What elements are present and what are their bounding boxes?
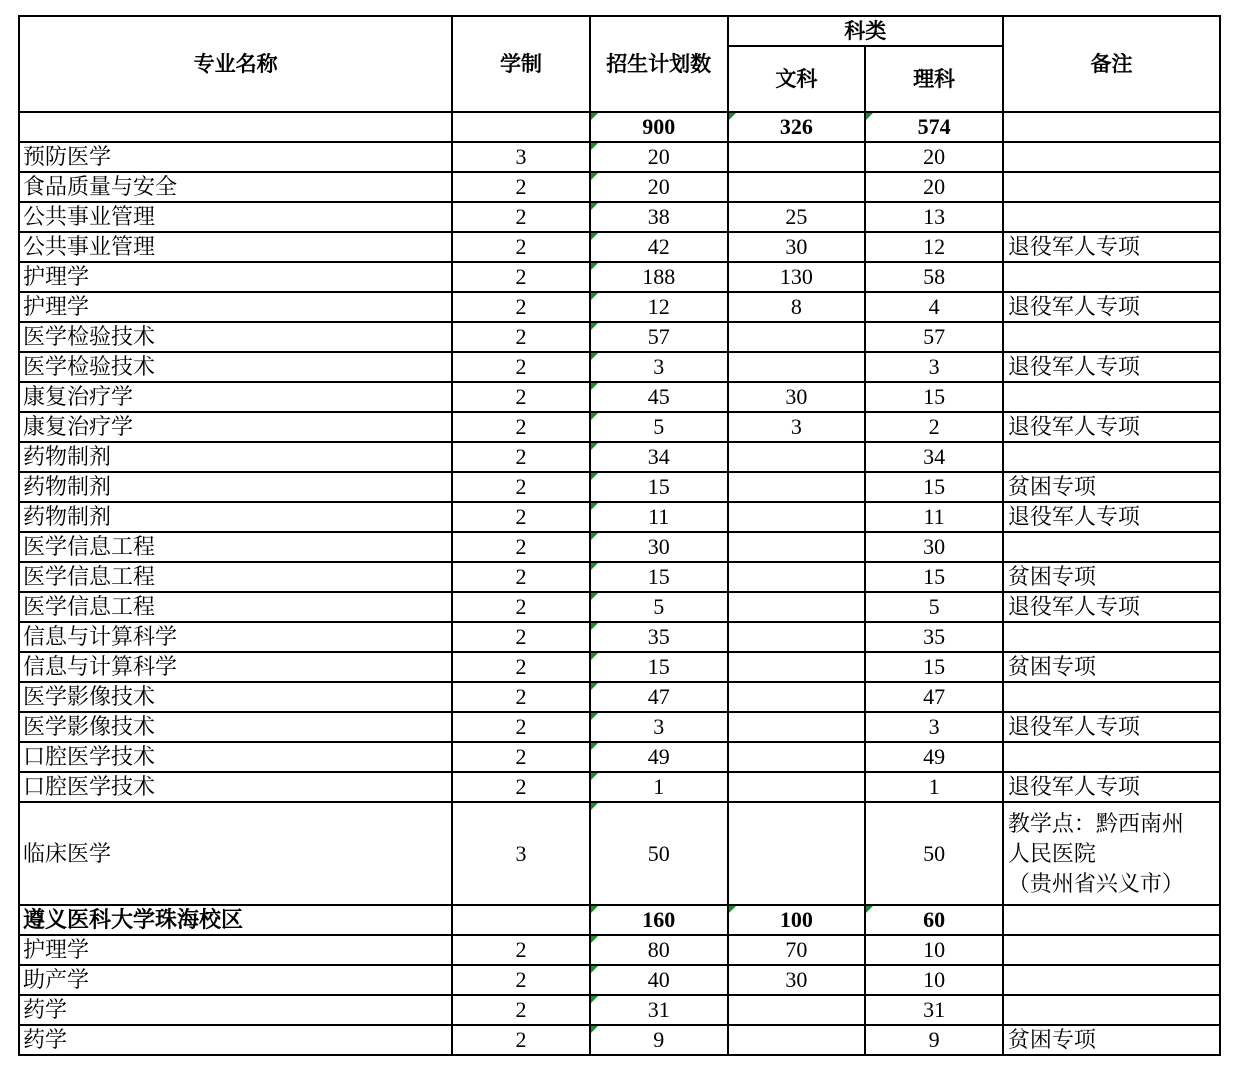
note-cell xyxy=(1003,995,1220,1025)
plan-cell: 188 xyxy=(590,262,728,292)
table-row xyxy=(19,412,1220,442)
header-major-name: 专业名称 xyxy=(19,16,452,112)
science-cell: 15 xyxy=(865,652,1003,682)
note-cell: 退役军人专项 xyxy=(1003,502,1220,532)
science-cell: 57 xyxy=(865,322,1003,352)
header-science: 理科 xyxy=(865,46,1003,112)
major-name-cell: 医学影像技术 xyxy=(19,712,452,742)
summary-arts: 326 xyxy=(728,112,866,142)
science-cell: 15 xyxy=(865,382,1003,412)
note-cell: 退役军人专项 xyxy=(1003,412,1220,442)
arts-cell xyxy=(728,652,866,682)
note-cell: 退役军人专项 xyxy=(1003,292,1220,322)
science-cell: 10 xyxy=(865,965,1003,995)
years-cell: 2 xyxy=(452,502,590,532)
years-cell: 2 xyxy=(452,682,590,712)
note-cell: 退役军人专项 xyxy=(1003,352,1220,382)
years-cell: 2 xyxy=(452,202,590,232)
arts-cell xyxy=(728,532,866,562)
major-name-cell: 药学 xyxy=(19,1025,452,1055)
plan-cell: 30 xyxy=(590,532,728,562)
plan-cell: 12 xyxy=(590,292,728,322)
years-cell: 2 xyxy=(452,652,590,682)
plan-cell: 15 xyxy=(590,562,728,592)
note-cell xyxy=(1003,622,1220,652)
major-name-cell: 临床医学 xyxy=(19,802,452,905)
note-cell: 贫困专项 xyxy=(1003,1025,1220,1055)
note-cell: 退役军人专项 xyxy=(1003,712,1220,742)
arts-cell xyxy=(728,772,866,802)
major-name-cell: 医学检验技术 xyxy=(19,322,452,352)
major-name-cell: 药物制剂 xyxy=(19,502,452,532)
major-name-cell: 康复治疗学 xyxy=(19,412,452,442)
table-row xyxy=(19,995,1220,1025)
years-cell: 2 xyxy=(452,622,590,652)
science-cell: 20 xyxy=(865,142,1003,172)
campus-summary-row xyxy=(19,905,1220,935)
arts-cell xyxy=(728,802,866,905)
summary-row xyxy=(19,112,1220,142)
years-cell: 2 xyxy=(452,1025,590,1055)
science-cell: 3 xyxy=(865,352,1003,382)
years-cell: 2 xyxy=(452,172,590,202)
science-cell: 5 xyxy=(865,592,1003,622)
plan-cell: 15 xyxy=(590,652,728,682)
campus-name: 遵义医科大学珠海校区 xyxy=(19,905,452,935)
major-name-cell: 信息与计算科学 xyxy=(19,622,452,652)
science-cell: 49 xyxy=(865,742,1003,772)
years-cell: 2 xyxy=(452,412,590,442)
years-cell: 3 xyxy=(452,802,590,905)
years-cell: 2 xyxy=(452,472,590,502)
note-cell xyxy=(1003,322,1220,352)
major-name-cell: 康复治疗学 xyxy=(19,382,452,412)
note-cell xyxy=(1003,382,1220,412)
summary-years xyxy=(452,112,590,142)
header-note: 备注 xyxy=(1003,16,1220,112)
major-name-cell: 口腔医学技术 xyxy=(19,772,452,802)
years-cell: 2 xyxy=(452,965,590,995)
note-cell: 退役军人专项 xyxy=(1003,592,1220,622)
table-row xyxy=(19,742,1220,772)
years-cell: 2 xyxy=(452,592,590,622)
plan-cell: 80 xyxy=(590,935,728,965)
table-row xyxy=(19,502,1220,532)
plan-cell: 45 xyxy=(590,382,728,412)
table-row xyxy=(19,935,1220,965)
science-cell: 58 xyxy=(865,262,1003,292)
plan-cell: 38 xyxy=(590,202,728,232)
note-cell xyxy=(1003,802,1220,905)
science-cell: 15 xyxy=(865,562,1003,592)
table-row xyxy=(19,352,1220,382)
enrollment-plan-table xyxy=(18,15,1221,1056)
major-name-cell: 医学影像技术 xyxy=(19,682,452,712)
table-row xyxy=(19,682,1220,712)
enrollment-table-wrapper xyxy=(18,15,1221,1056)
note-cell: 贫困专项 xyxy=(1003,652,1220,682)
table-row xyxy=(19,772,1220,802)
header-years: 学制 xyxy=(452,16,590,112)
arts-cell xyxy=(728,995,866,1025)
plan-cell: 40 xyxy=(590,965,728,995)
plan-cell: 20 xyxy=(590,142,728,172)
major-name-cell: 医学信息工程 xyxy=(19,592,452,622)
years-cell: 2 xyxy=(452,352,590,382)
arts-cell: 25 xyxy=(728,202,866,232)
table-row xyxy=(19,322,1220,352)
table-row xyxy=(19,532,1220,562)
table-row xyxy=(19,652,1220,682)
arts-cell: 30 xyxy=(728,232,866,262)
science-cell: 47 xyxy=(865,682,1003,712)
plan-cell: 5 xyxy=(590,412,728,442)
science-cell: 35 xyxy=(865,622,1003,652)
arts-cell xyxy=(728,712,866,742)
header-arts: 文科 xyxy=(728,46,866,112)
note-line: 教学点：黔西南州 xyxy=(1007,810,1184,836)
years-cell: 2 xyxy=(452,562,590,592)
plan-cell: 47 xyxy=(590,682,728,712)
table-row xyxy=(19,562,1220,592)
arts-cell: 30 xyxy=(728,965,866,995)
science-cell: 30 xyxy=(865,532,1003,562)
major-name-cell: 公共事业管理 xyxy=(19,232,452,262)
arts-cell xyxy=(728,562,866,592)
plan-cell: 34 xyxy=(590,442,728,472)
note-cell xyxy=(1003,532,1220,562)
science-cell: 50 xyxy=(865,802,1003,905)
arts-cell xyxy=(728,322,866,352)
years-cell: 2 xyxy=(452,442,590,472)
table-row xyxy=(19,382,1220,412)
science-cell: 10 xyxy=(865,935,1003,965)
arts-cell xyxy=(728,742,866,772)
plan-cell: 35 xyxy=(590,622,728,652)
note-cell: 贫困专项 xyxy=(1003,472,1220,502)
summary-science: 574 xyxy=(865,112,1003,142)
note-cell xyxy=(1003,202,1220,232)
years-cell: 2 xyxy=(452,995,590,1025)
major-name-cell: 护理学 xyxy=(19,935,452,965)
plan-cell: 15 xyxy=(590,472,728,502)
plan-cell: 57 xyxy=(590,322,728,352)
campus-science: 60 xyxy=(865,905,1003,935)
note-cell xyxy=(1003,935,1220,965)
table-row xyxy=(19,172,1220,202)
arts-cell xyxy=(728,472,866,502)
major-name-cell: 护理学 xyxy=(19,262,452,292)
campus-note xyxy=(1003,905,1220,935)
years-cell: 2 xyxy=(452,772,590,802)
campus-years xyxy=(452,905,590,935)
note-cell: 退役军人专项 xyxy=(1003,772,1220,802)
campus-arts: 100 xyxy=(728,905,866,935)
arts-cell: 3 xyxy=(728,412,866,442)
years-cell: 2 xyxy=(452,532,590,562)
years-cell: 2 xyxy=(452,322,590,352)
science-cell: 13 xyxy=(865,202,1003,232)
arts-cell: 130 xyxy=(728,262,866,292)
table-row-clinical xyxy=(19,802,1220,905)
science-cell: 31 xyxy=(865,995,1003,1025)
years-cell: 2 xyxy=(452,292,590,322)
science-cell: 15 xyxy=(865,472,1003,502)
header-plan: 招生计划数 xyxy=(590,16,728,112)
arts-cell xyxy=(728,592,866,622)
arts-cell xyxy=(728,352,866,382)
major-name-cell: 药物制剂 xyxy=(19,472,452,502)
arts-cell: 8 xyxy=(728,292,866,322)
major-name-cell: 食品质量与安全 xyxy=(19,172,452,202)
plan-cell: 49 xyxy=(590,742,728,772)
science-cell: 3 xyxy=(865,712,1003,742)
plan-cell: 5 xyxy=(590,592,728,622)
major-name-cell: 公共事业管理 xyxy=(19,202,452,232)
major-name-cell: 预防医学 xyxy=(19,142,452,172)
summary-note xyxy=(1003,112,1220,142)
plan-cell: 1 xyxy=(590,772,728,802)
note-cell xyxy=(1003,262,1220,292)
note-cell xyxy=(1003,965,1220,995)
years-cell: 2 xyxy=(452,262,590,292)
table-row xyxy=(19,232,1220,262)
plan-cell: 42 xyxy=(590,232,728,262)
note-cell xyxy=(1003,142,1220,172)
years-cell: 2 xyxy=(452,382,590,412)
arts-cell xyxy=(728,442,866,472)
note-cell: 贫困专项 xyxy=(1003,562,1220,592)
table-row xyxy=(19,442,1220,472)
plan-cell: 3 xyxy=(590,352,728,382)
arts-cell xyxy=(728,622,866,652)
table-row xyxy=(19,622,1220,652)
plan-cell: 31 xyxy=(590,995,728,1025)
major-name-cell: 助产学 xyxy=(19,965,452,995)
header-category: 科类 xyxy=(728,16,1003,46)
note-cell xyxy=(1003,682,1220,712)
arts-cell xyxy=(728,682,866,712)
campus-plan: 160 xyxy=(590,905,728,935)
science-cell: 11 xyxy=(865,502,1003,532)
table-row xyxy=(19,1025,1220,1055)
plan-cell: 9 xyxy=(590,1025,728,1055)
table-row xyxy=(19,202,1220,232)
note-cell xyxy=(1003,442,1220,472)
science-cell: 1 xyxy=(865,772,1003,802)
years-cell: 2 xyxy=(452,742,590,772)
arts-cell: 70 xyxy=(728,935,866,965)
science-cell: 4 xyxy=(865,292,1003,322)
major-name-cell: 医学检验技术 xyxy=(19,352,452,382)
science-cell: 2 xyxy=(865,412,1003,442)
table-row xyxy=(19,592,1220,622)
science-cell: 34 xyxy=(865,442,1003,472)
major-name-cell: 医学信息工程 xyxy=(19,532,452,562)
major-name-cell: 信息与计算科学 xyxy=(19,652,452,682)
summary-plan: 900 xyxy=(590,112,728,142)
arts-cell: 30 xyxy=(728,382,866,412)
major-name-cell: 口腔医学技术 xyxy=(19,742,452,772)
plan-cell: 50 xyxy=(590,802,728,905)
major-name-cell: 医学信息工程 xyxy=(19,562,452,592)
table-row xyxy=(19,142,1220,172)
arts-cell xyxy=(728,1025,866,1055)
science-cell: 12 xyxy=(865,232,1003,262)
years-cell: 2 xyxy=(452,232,590,262)
note-line: 人民医院 xyxy=(1007,840,1096,866)
table-row xyxy=(19,712,1220,742)
note-cell: 退役军人专项 xyxy=(1003,232,1220,262)
plan-cell: 11 xyxy=(590,502,728,532)
science-cell: 20 xyxy=(865,172,1003,202)
note-line: （贵州省兴义市） xyxy=(1007,870,1184,896)
table-row xyxy=(19,292,1220,322)
years-cell: 2 xyxy=(452,712,590,742)
table-row xyxy=(19,262,1220,292)
major-name-cell: 药物制剂 xyxy=(19,442,452,472)
note-cell xyxy=(1003,172,1220,202)
table-row xyxy=(19,965,1220,995)
major-name-cell: 护理学 xyxy=(19,292,452,322)
summary-name xyxy=(19,112,452,142)
arts-cell xyxy=(728,142,866,172)
arts-cell xyxy=(728,172,866,202)
arts-cell xyxy=(728,502,866,532)
science-cell: 9 xyxy=(865,1025,1003,1055)
table-row xyxy=(19,472,1220,502)
years-cell: 3 xyxy=(452,142,590,172)
major-name-cell: 药学 xyxy=(19,995,452,1025)
plan-cell: 3 xyxy=(590,712,728,742)
years-cell: 2 xyxy=(452,935,590,965)
note-cell xyxy=(1003,742,1220,772)
plan-cell: 20 xyxy=(590,172,728,202)
